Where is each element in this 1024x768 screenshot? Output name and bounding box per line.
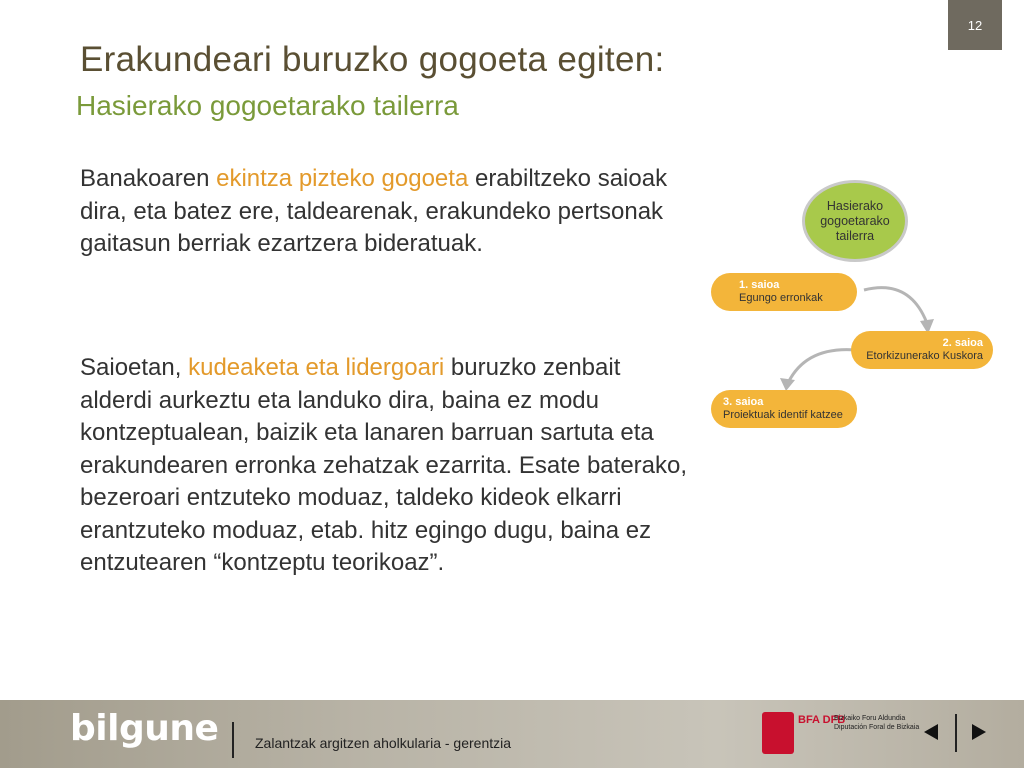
paragraph-intro-start: Banakoaren: [80, 165, 217, 192]
center-line-3: tailerra: [835, 228, 875, 243]
center-line-1: Hasierako: [826, 198, 884, 213]
session-2-pill: [851, 331, 993, 369]
bfa-emblem-icon: [762, 712, 794, 754]
page-subtitle: Hasierako gogoetarako tailerra: [76, 90, 459, 121]
session-1-pill: [711, 273, 857, 311]
triangle-right-icon: [970, 723, 988, 741]
footer-bar: [0, 700, 1024, 768]
bilgune-logo: bilgune: [70, 708, 219, 749]
session-3-text: Proiektuak identif katzee: [723, 409, 843, 421]
bfa-logo: [762, 712, 922, 756]
previous-slide-button[interactable]: [920, 720, 942, 744]
paragraph-sessions: [80, 352, 690, 580]
arrow-session2-to-3: [788, 350, 856, 383]
session-1-text: Egungo erronkak: [739, 292, 823, 304]
center-line-2: gogoetarako: [820, 213, 890, 228]
session-1-head: 1. saioa: [739, 279, 780, 291]
page-title: Erakundeari buruzko gogoeta egiten:: [80, 40, 665, 79]
paragraph-intro: [80, 163, 690, 261]
paragraph-sessions-highlight: kudeaketa eta lidergoari: [188, 354, 445, 381]
nav-divider: [955, 714, 957, 752]
workshop-diagram: [706, 178, 1006, 438]
center-circle: [802, 180, 908, 262]
next-slide-button[interactable]: [968, 720, 990, 744]
footer-divider: [232, 722, 234, 758]
paragraph-intro-end: erabiltzeko saioak dira, eta batez ere, taldearenak, erakundeko pertsonak gaitasun berriak ezartzera bideratuak.: [80, 165, 668, 257]
paragraph-sessions-start: Saioetan,: [80, 354, 189, 381]
paragraph-sessions-end: buruzko zenbait alderdi aurkeztu eta landuko dira, baina ez modu kontzeptualean, baizik eta lanaren barruan sartuta eta erakundearen erronka zehatzak ezarrita. Esate baterako, bezeroari entzuteko moduaz, taldeko kideok elkarri erantzuteko moduaz, etab. hitz egingo dugu, baina ez entzutearen “kontzeptu teorikoaz”.: [80, 354, 688, 576]
session-3-pill: [711, 390, 857, 428]
session-3-head: 3. saioa: [723, 396, 764, 408]
bfa-mark-text: BFA DFB: [798, 714, 846, 726]
bfa-subtext: Bizkaiko Foru Aldundia Diputación Foral de Bizkaia: [834, 715, 920, 731]
triangle-left-icon: [922, 723, 940, 741]
page-number: 12: [948, 0, 1002, 50]
session-2-text: Etorkizunerako Kuskora: [866, 350, 983, 362]
session-2-head: 2. saioa: [942, 337, 983, 349]
paragraph-intro-highlight: ekintza pizteko gogoeta: [216, 165, 469, 192]
arrow-session1-to-2: [864, 288, 928, 326]
footer-tagline: Zalantzak argitzen aholkularia - gerentzia: [255, 735, 512, 751]
